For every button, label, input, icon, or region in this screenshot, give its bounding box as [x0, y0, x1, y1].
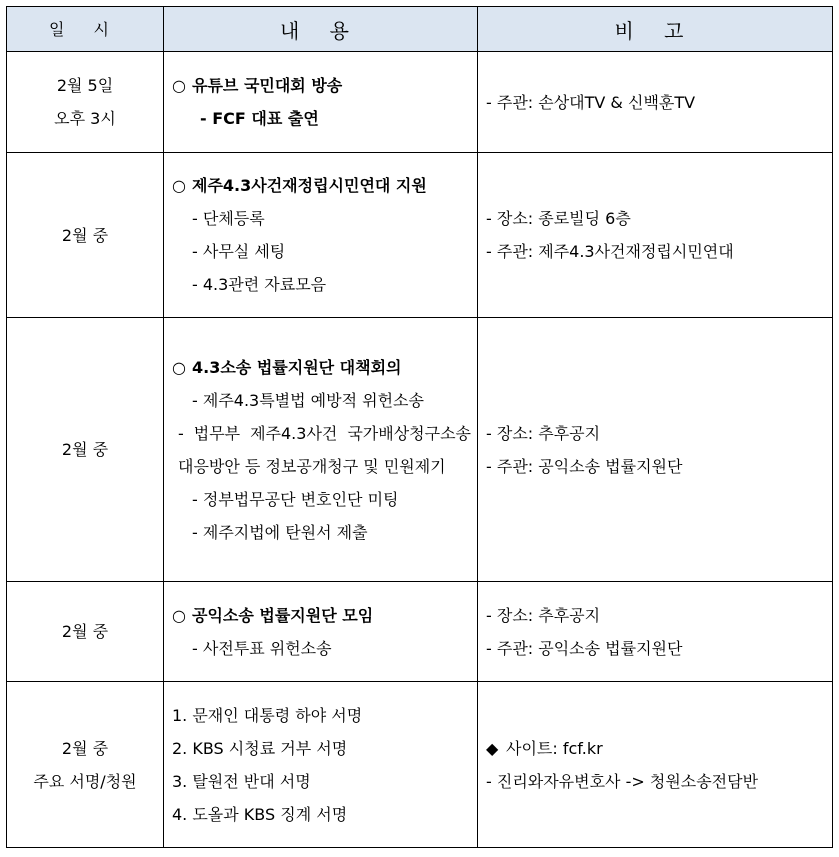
note-site: 사이트: fcf.kr: [506, 738, 603, 758]
date-line: 2월 5일: [56, 76, 114, 95]
table-row: [7, 153, 833, 318]
note-line: - 주관: 제주4.3사건재정립시민연대: [486, 242, 734, 261]
circle-bullet-icon: ○: [172, 357, 186, 377]
date-line: 오후 3시: [54, 109, 116, 128]
note-line: - 주관: 공익소송 법률지원단: [486, 638, 683, 658]
content-cell: [164, 582, 478, 682]
date-line: 2월 중: [61, 440, 109, 459]
table-row: [7, 682, 833, 848]
table-row: [7, 318, 833, 582]
schedule-table: [6, 6, 833, 848]
circle-bullet-icon: ○: [172, 76, 186, 95]
date-cell: [7, 582, 164, 682]
note-line: - 장소: 추후공지: [486, 423, 601, 443]
item-line: 3. 탈원전 반대 서명: [172, 771, 311, 791]
date-line: 2월 중: [61, 225, 109, 245]
note-line: - 주관: 공익소송 법률지원단: [486, 456, 683, 476]
date-cell: [7, 318, 164, 582]
note-line: - 주관: 손상대TV & 신백훈TV: [486, 92, 696, 112]
date-line: 2월 중: [61, 738, 109, 758]
content-cell: [164, 682, 478, 848]
item-line: - 단체등록: [192, 209, 265, 228]
diamond-bullet-icon: ◆: [486, 738, 499, 758]
item-line: 1. 문재인 대통령 하야 서명: [172, 705, 363, 725]
item-line: - 사전투표 위헌소송: [192, 638, 332, 658]
item-title: 제주4.3사건재정립시민연대 지원: [192, 176, 427, 195]
date-cell: [7, 153, 164, 318]
content-cell: [164, 318, 478, 582]
date-line: 2월 중: [61, 622, 109, 641]
note-line: - 장소: 추후공지: [486, 605, 601, 625]
item-title: 공익소송 법률지원단 모임: [192, 605, 374, 625]
item-line: 2. KBS 시청료 거부 서명: [172, 738, 348, 758]
note-cell: [478, 318, 833, 582]
date-cell: [7, 52, 164, 153]
note-line: - 진리와자유변호사 -> 청원소송전담반: [486, 771, 759, 791]
header-row: [7, 7, 833, 52]
header-date: 일 시: [7, 7, 164, 52]
item-line: - 제주지법에 탄원서 제출: [192, 522, 368, 542]
item-line: - 제주4.3특별법 예방적 위헌소송: [192, 390, 424, 410]
table-row: [7, 52, 833, 153]
header-note: 비 고: [478, 7, 833, 52]
item-title: 유튜브 국민대회 방송: [192, 76, 343, 95]
table-row: [7, 582, 833, 682]
circle-bullet-icon: ○: [172, 605, 186, 625]
content-cell: [164, 153, 478, 318]
item-title: 4.3소송 법률지원단 대책회의: [192, 357, 402, 377]
item-line: - 정부법무공단 변호인단 미팅: [192, 489, 399, 509]
note-cell: [478, 52, 833, 153]
note-line: - 장소: 종로빌딩 6층: [486, 209, 631, 228]
item-line: 4. 도올과 KBS 징계 서명: [172, 804, 348, 824]
note-cell: [478, 682, 833, 848]
item-line: - 사무실 세팅: [192, 242, 286, 261]
date-line: 주요 서명/청원: [33, 771, 137, 791]
item-line: - 법무부 제주4.3사건 국가배상청구소송 대응방안 등 정보공개청구 및 민원제기: [178, 423, 471, 476]
content-cell: [164, 52, 478, 153]
item-line: - FCF 대표 출연: [200, 109, 319, 128]
item-line: - 4.3관련 자료모음: [192, 275, 327, 294]
circle-bullet-icon: ○: [172, 176, 186, 195]
header-content: 내 용: [164, 7, 478, 52]
note-cell: [478, 153, 833, 318]
date-cell: [7, 682, 164, 848]
note-cell: [478, 582, 833, 682]
